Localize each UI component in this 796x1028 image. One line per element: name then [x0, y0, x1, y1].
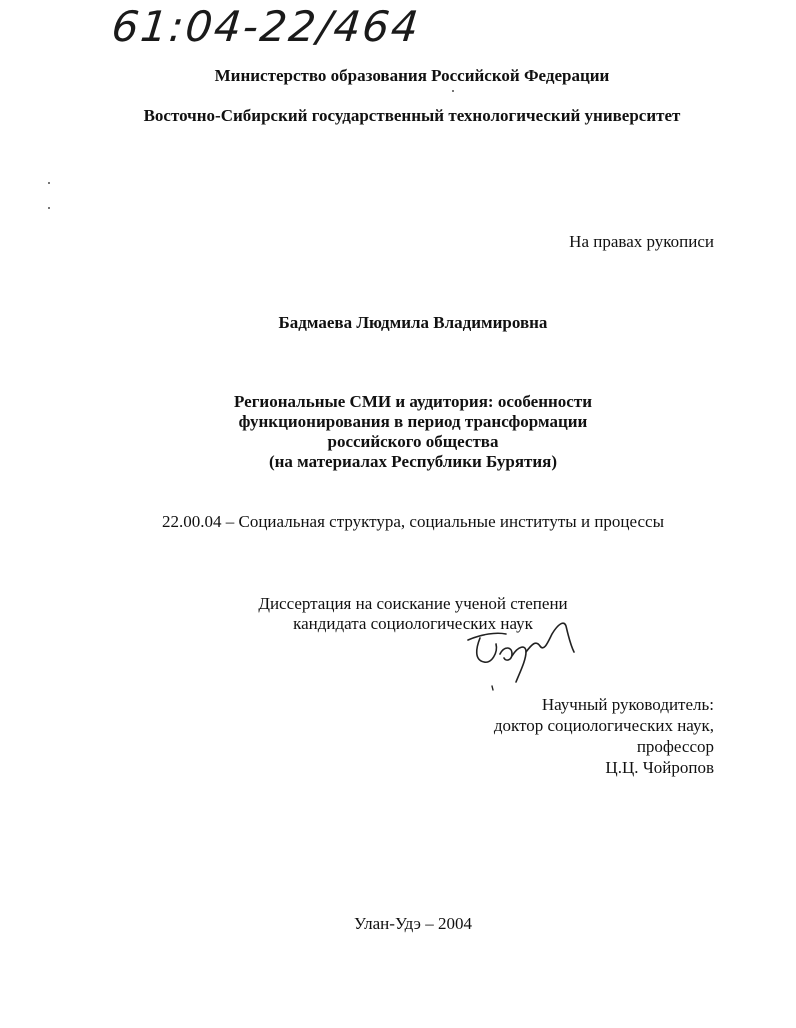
specialty-code: 22.00.04 – Социальная структура, социальные институты и процессы	[161, 512, 664, 531]
title-line: российского общества	[327, 432, 499, 451]
degree-statement	[0, 594, 796, 634]
scan-speck	[48, 207, 50, 209]
scan-speck	[452, 90, 454, 92]
title-line: (на материалах Республики Бурятия)	[268, 452, 558, 471]
ministry-heading: Министерство образования Российской Федерации	[214, 66, 610, 85]
scan-speck	[48, 182, 50, 184]
degree-line: кандидата социологических наук	[293, 614, 533, 633]
supervisor-line: Научный руководитель:	[541, 695, 714, 714]
scientific-supervisor	[494, 694, 714, 778]
title-line: Региональные СМИ и аудитория: особенности	[234, 392, 592, 411]
city-and-year: Улан-Удэ – 2004	[354, 914, 472, 933]
author-name: Бадмаева Людмила Владимировна	[278, 313, 548, 332]
supervisor-line: доктор социологических наук,	[493, 716, 714, 735]
supervisor-line: Ц.Ц. Чойропов	[605, 758, 714, 777]
signature-icon	[462, 612, 582, 692]
supervisor-line: профессор	[636, 737, 714, 756]
university-heading: Восточно-Сибирский государственный технологический университет	[143, 106, 681, 125]
title-line: функционирования в период трансформации	[238, 412, 588, 431]
archive-number-handwritten: 61:04-22/464	[109, 2, 423, 51]
degree-line: Диссертация на соискание ученой степени	[258, 594, 568, 613]
manuscript-rights-note: На правах рукописи	[569, 232, 714, 251]
dissertation-title	[0, 392, 796, 472]
